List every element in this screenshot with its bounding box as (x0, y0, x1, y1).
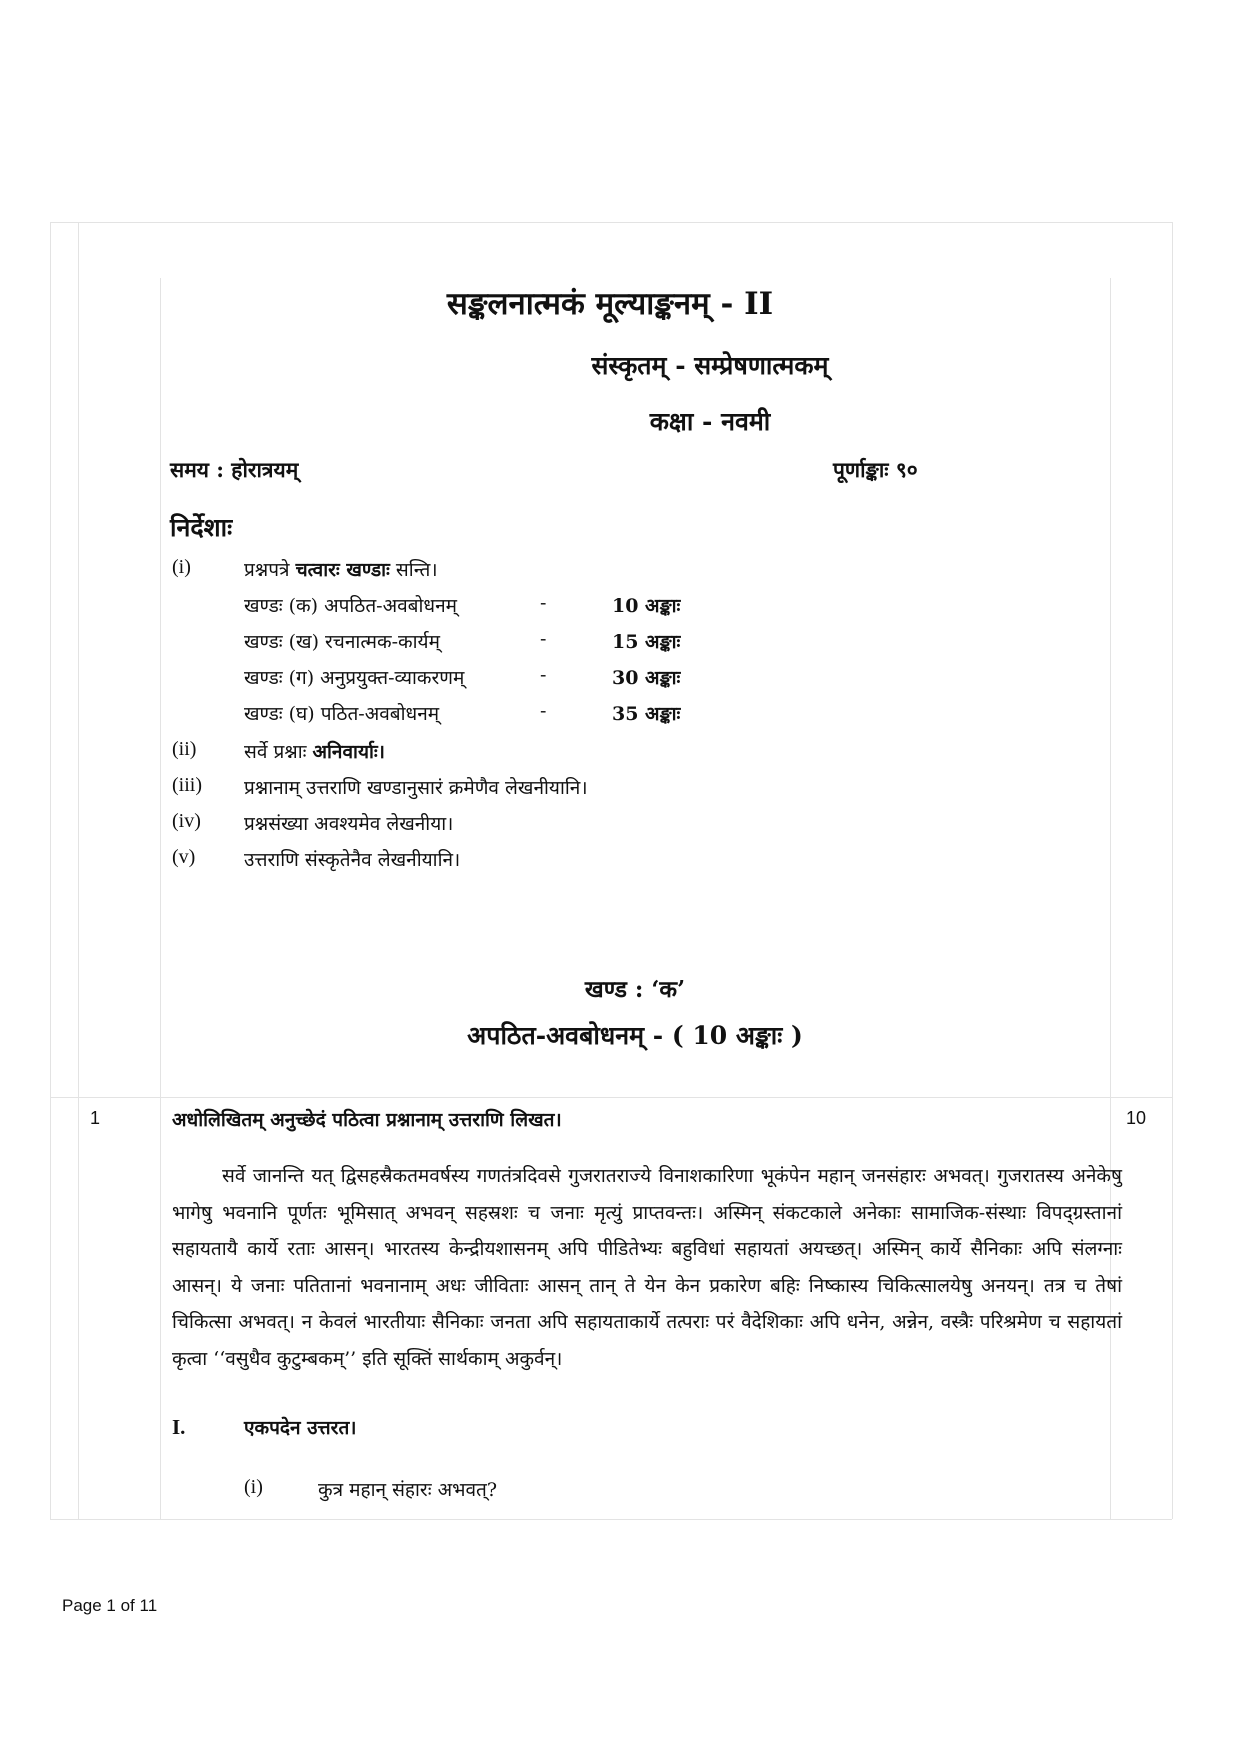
instruction-num: (ii) (172, 738, 197, 760)
instruction-text: उत्तराणि संस्कृतेनैव लेखनीयानि। (244, 849, 461, 871)
row-divider (50, 1097, 1172, 1098)
instruction-text: प्रश्नपत्रे चत्वारः खण्डाः सन्ति। (244, 559, 438, 581)
section-marks: 15 अङ्काः (612, 631, 681, 653)
question-marks: 10 (1126, 1108, 1147, 1128)
instruction-num: (iv) (172, 810, 201, 832)
question-prompt: अधोलिखितम् अनुच्छेदं पठित्वा प्रश्नानाम् उत्तराणि लिखत। (172, 1109, 562, 1131)
section-marks: 35 अङ्काः (612, 703, 681, 725)
page-number: Page 1 of 11 (62, 1596, 158, 1615)
section-a-subtitle: अपठित-अवबोधनम् - ( 10 अङ्काः ) (467, 1021, 803, 1050)
instruction-num: (iii) (172, 774, 202, 796)
section-list-item: खण्डः (ख) रचनात्मक-कार्यम् (244, 631, 440, 653)
sub-question-label: I. (172, 1415, 186, 1439)
section-dash: - (540, 592, 547, 614)
table-bottom-border (50, 1519, 1172, 1520)
sub-question-heading: एकपदेन उत्तरत। (244, 1417, 357, 1439)
full-marks: पूर्णाङ्काः ९० (833, 457, 918, 482)
instruction-text: प्रश्नसंख्या अवश्यमेव लेखनीया। (244, 813, 454, 835)
class-title: कक्षा - नवमी (649, 407, 771, 436)
section-marks: 10 अङ्काः (612, 595, 681, 617)
time-label: समय : होरात्रयम् (170, 457, 299, 482)
subject-title: संस्कृतम् - सम्प्रेषणात्मकम् (591, 351, 829, 380)
instruction-num: (i) (172, 556, 191, 578)
section-list-item: खण्डः (घ) पठित-अवबोधनम् (244, 703, 440, 725)
col-border-left (50, 222, 51, 1519)
section-dash: - (540, 664, 547, 686)
section-dash: - (540, 628, 547, 650)
col-divider-content (160, 278, 161, 1519)
sub-question-text: कुत्र महान् संहारः अभवत्? (318, 1479, 498, 1501)
passage-text: सर्वे जानन्ति यत् द्विसहस्रैकतमवर्षस्य गणतंत्रदिवसे गुजरातराज्ये विनाशकारिणा भूकंपेन महान् जनसंहारः अभवत्। गुजरातस्य अनेकेषु भागेषु भवनानि पूर्णतः भूमिसात् अभवन् सहस्रशः च जनाः मृत्युं प्राप्तवन्तः। अस्मिन् संकटकाले अनेकाः सामाजिक-संस्थाः विपद्ग्रस्तानां सहायतायै कार्ये रताः आसन्। भारतस्य केन्द्रीयशासनम् अपि पीडितेभ्यः बहुविधां सहायतां अयच्छत्। अस्मिन् कार्ये सैनिकाः अपि संलग्नाः आसन्। ये जनाः पतितानां भवनानाम् अधः जीविताः आसन् तान् ते येन केन प्रकारेण बहिः निष्कास्य चिकित्सालयेषु अनयन्। तत्र च तेषां चिकित्सा अभवत्। न केवलं भारतीयाः सैनिकाः जनता अपि सहायताकार्ये तत्पराः परं वैदेशिकाः अपि धनेन, अन्नेन, वस्त्रैः परिश्रमेण च सहायतां कृत्वा ‘‘वसुधैव कुटुम्बकम्’’ इति सूक्तिं सार्थकाम् अकुर्वन्। (172, 1165, 1122, 1370)
section-a-title: खण्ड : ‘क’ (584, 976, 686, 1003)
instruction-text: प्रश्नानाम् उत्तराणि खण्डानुसारं क्रमेणैव लेखनीयानि। (244, 777, 588, 799)
table-top-border (50, 222, 1172, 223)
instructions-heading: निर्देशाः (170, 513, 233, 542)
section-list-item: खण्डः (क) अपठित-अवबोधनम् (244, 595, 458, 617)
section-dash: - (540, 700, 547, 722)
question-number: 1 (90, 1108, 101, 1128)
instruction-text: सर्वे प्रश्नाः अनिवार्याः। (244, 741, 385, 763)
section-list-item: खण्डः (ग) अनुप्रयुक्त-व्याकरणम् (244, 667, 465, 689)
paper-title: सङ्कलनात्मकं मूल्याङ्कनम् - II (446, 286, 774, 322)
sub-question-num: (i) (244, 1476, 263, 1498)
instruction-num: (v) (172, 846, 196, 868)
col-divider-num (78, 222, 79, 1519)
section-marks: 30 अङ्काः (612, 667, 681, 689)
